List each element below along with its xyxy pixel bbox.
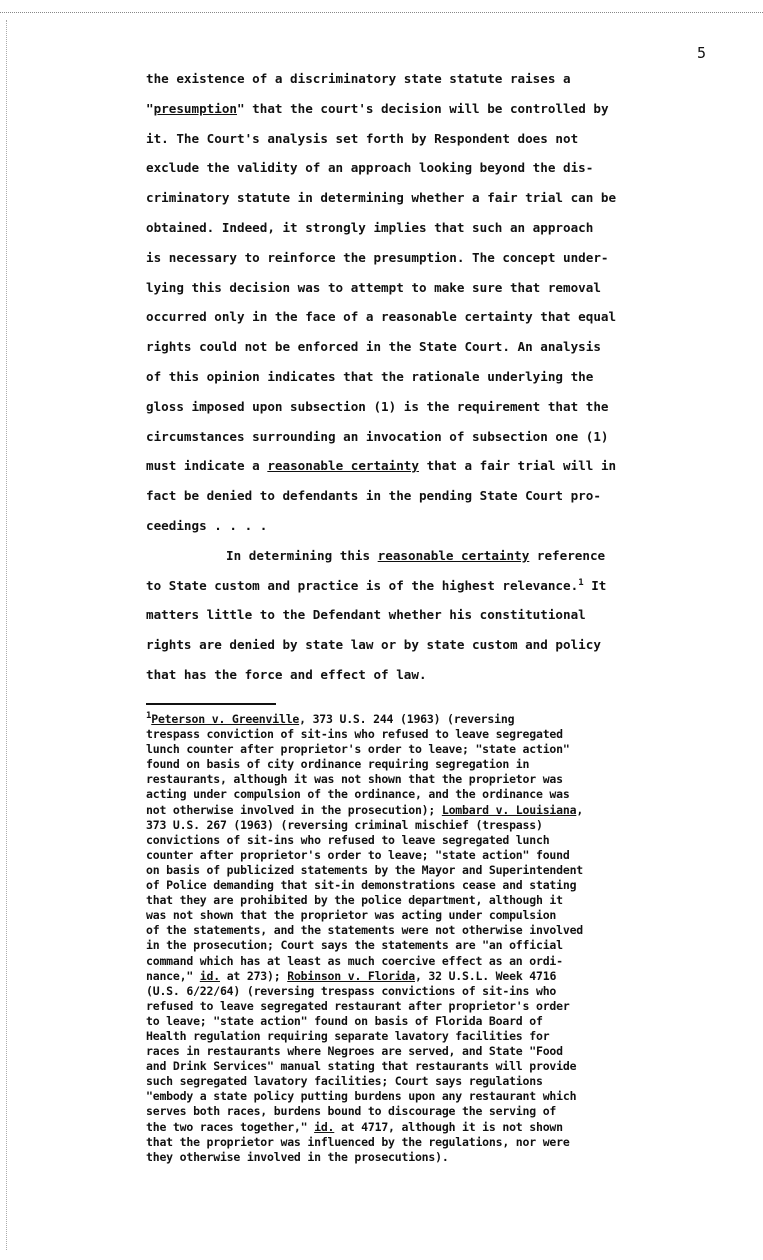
body-line [146,451,716,481]
text-run: counter after proprietor's order to leave; "state action" found [146,847,570,862]
body-line [146,541,716,571]
body-line [146,64,716,94]
underlined-citation: id. [314,1119,335,1134]
body-text [146,64,716,690]
text-run: 373 U.S. 267 (1963) (reversing criminal mischief (trespass) [146,817,543,832]
body-line [146,183,716,213]
text-run: that has the force and effect of law. [146,666,427,682]
text-run: " that the court's decision will be controlled by [237,100,609,116]
text-run: that the proprietor was influenced by the regulations, nor were [146,1134,570,1149]
text-run: and Drink Services" manual stating that restaurants will provide [146,1059,577,1074]
left-edge-rule [6,20,7,1250]
text-run: exclude the validity of an approach looking beyond the dis- [146,160,594,176]
underlined-citation: id. [199,968,220,983]
text-run: ceedings . . . . [146,517,268,533]
text-run: command which has at least as much coercive effect as an ordi- [146,953,563,968]
underlined-citation: reasonable certainty [377,547,530,563]
footnote-line [146,969,726,984]
body-line [146,302,716,332]
text-run: (U.S. 6/22/64) (reversing trespass convictions of sit-ins who [146,983,557,998]
text-run: gloss imposed upon subsection (1) is the requirement that the [146,398,609,414]
text-run: It [583,577,607,593]
text-run: lying this decision was to attempt to make sure that removal [146,279,601,295]
body-line [146,153,716,183]
underlined-citation: Lombard v. Louisiana [441,802,577,817]
body-line [146,362,716,392]
text-run: rights are denied by state law or by state custom and policy [146,637,601,653]
text-run: is necessary to reinforce the presumption. The concept under- [146,249,609,265]
footnote-line [146,999,726,1014]
text-run: refused to leave segregated restaurant after proprietor's order [146,998,570,1013]
body-line [146,213,716,243]
footnote-line [146,757,726,772]
body-line [146,571,716,601]
text-run: circumstances surrounding an invocation of subsection one (1) [146,428,609,444]
text-run: was not shown that the proprietor was acting under compulsion [146,908,557,923]
text-run: , [576,802,584,817]
underlined-citation: Robinson v. Florida [287,968,415,983]
body-line [146,243,716,273]
text-run: occurred only in the face of a reasonable certainty that equal [146,309,617,325]
body-line [146,511,716,541]
footnote-line [146,923,726,938]
footnote-line [146,878,726,893]
text-run: "embody a state policy putting burdens upon any restaurant which [146,1089,577,1104]
text-run: the two races together," [146,1119,315,1134]
text-run: serves both races, burdens bound to discourage the serving of [146,1104,557,1119]
footnote-line [146,848,726,863]
text-run: In determining this [226,547,378,563]
footnote-line [146,1059,726,1074]
footnote-line [146,1089,726,1104]
body-line [146,392,716,422]
footnote-line [146,1150,726,1165]
text-run: must indicate a [146,458,268,474]
body-line [146,332,716,362]
top-edge-rule [0,12,763,13]
text-run: not otherwise involved in the prosecution); [146,802,442,817]
text-run: that they are prohibited by the police department, although it [146,893,563,908]
footnote-line [146,1120,726,1135]
text-run: the existence of a discriminatory state statute raises a [146,71,571,86]
text-run: lunch counter after proprietor's order to leave; "state action" [146,742,570,757]
body-line [146,630,716,660]
text-run: obtained. Indeed, it strongly implies that such an approach [146,219,594,235]
footnote-line [146,833,726,848]
text-run: it. The Court's analysis set forth by Respondent does not [146,130,579,146]
text-run: reference [529,547,606,563]
text-run: races in restaurants where Negroes are served, and State "Food [146,1044,563,1059]
footnote-line [146,908,726,923]
footnote-line [146,772,726,787]
text-run: , 373 U.S. 244 (1963) (reversing [299,712,515,726]
footnote [146,712,726,1165]
footnote-line [146,893,726,908]
text-run: fact be denied to defendants in the pending State Court pro- [146,488,601,504]
text-run: Health regulation requiring separate lavatory facilities for [146,1028,550,1043]
text-run: , 32 U.S.L. Week 4716 [414,968,557,983]
page-number: 5 [697,44,707,62]
text-run: trespass conviction of sit-ins who refused to leave segregated [146,727,563,742]
text-run: criminatory statute in determining whether a fair trial can be [146,190,617,206]
underlined-citation: reasonable certainty [267,458,419,474]
text-run: restaurants, although it was not shown that the proprietor was [146,772,563,787]
text-run: in the prosecution; Court says the statements are "an official [146,938,563,953]
text-run: of this opinion indicates that the rationale underlying the [146,368,594,384]
footnote-line [146,1044,726,1059]
text-run: they otherwise involved in the prosecutions). [146,1149,449,1164]
footnote-line [146,863,726,878]
text-run: nance," [146,968,200,983]
footnote-line [146,712,726,727]
body-line [146,94,716,124]
body-line [146,273,716,303]
footnote-line [146,954,726,969]
footnote-line [146,818,726,833]
underlined-citation: Peterson v. Greenville [151,712,300,726]
footnote-marker: 1 [578,577,584,588]
footnote-line [146,787,726,802]
text-run: rights could not be enforced in the State Court. An analysis [146,339,601,355]
footnote-line [146,742,726,757]
body-line [146,124,716,154]
text-run: at 4717, although it is not shown [334,1119,563,1134]
body-line [146,660,716,690]
footnote-line [146,1135,726,1150]
footnote-line [146,984,726,999]
footnote-marker: 1 [146,711,152,721]
underlined-citation: presumption [153,100,237,116]
footnote-line [146,1074,726,1089]
text-run: such segregated lavatory facilities; Court says regulations [146,1074,543,1089]
footnote-line [146,1014,726,1029]
footnote-line [146,1029,726,1044]
text-run: acting under compulsion of the ordinance, and the ordinance was [146,787,570,802]
footnote-line [146,1104,726,1119]
footnote-line [146,727,726,742]
footnote-line [146,938,726,953]
text-run: matters little to the Defendant whether his constitutional [146,607,586,623]
text-run: convictions of sit-ins who refused to leave segregated lunch [146,832,550,847]
text-run: " [146,100,154,116]
body-line [146,481,716,511]
text-run: at 273); [219,968,288,983]
text-run: of the statements, and the statements were not otherwise involved [146,923,584,938]
text-run: that a fair trial will in [418,458,617,474]
text-run: to State custom and practice is of the highest relevance. [146,577,579,593]
footnote-line [146,803,726,818]
text-run: on basis of publicized statements by the Mayor and Superintendent [146,862,584,877]
body-line [146,600,716,630]
footnote-separator [146,703,276,705]
text-run: found on basis of city ordinance requiring segregation in [146,757,530,772]
text-run: to leave; "state action" found on basis of Florida Board of [146,1013,543,1028]
text-run: of Police demanding that sit-in demonstrations cease and stating [146,878,577,893]
body-line [146,422,716,452]
